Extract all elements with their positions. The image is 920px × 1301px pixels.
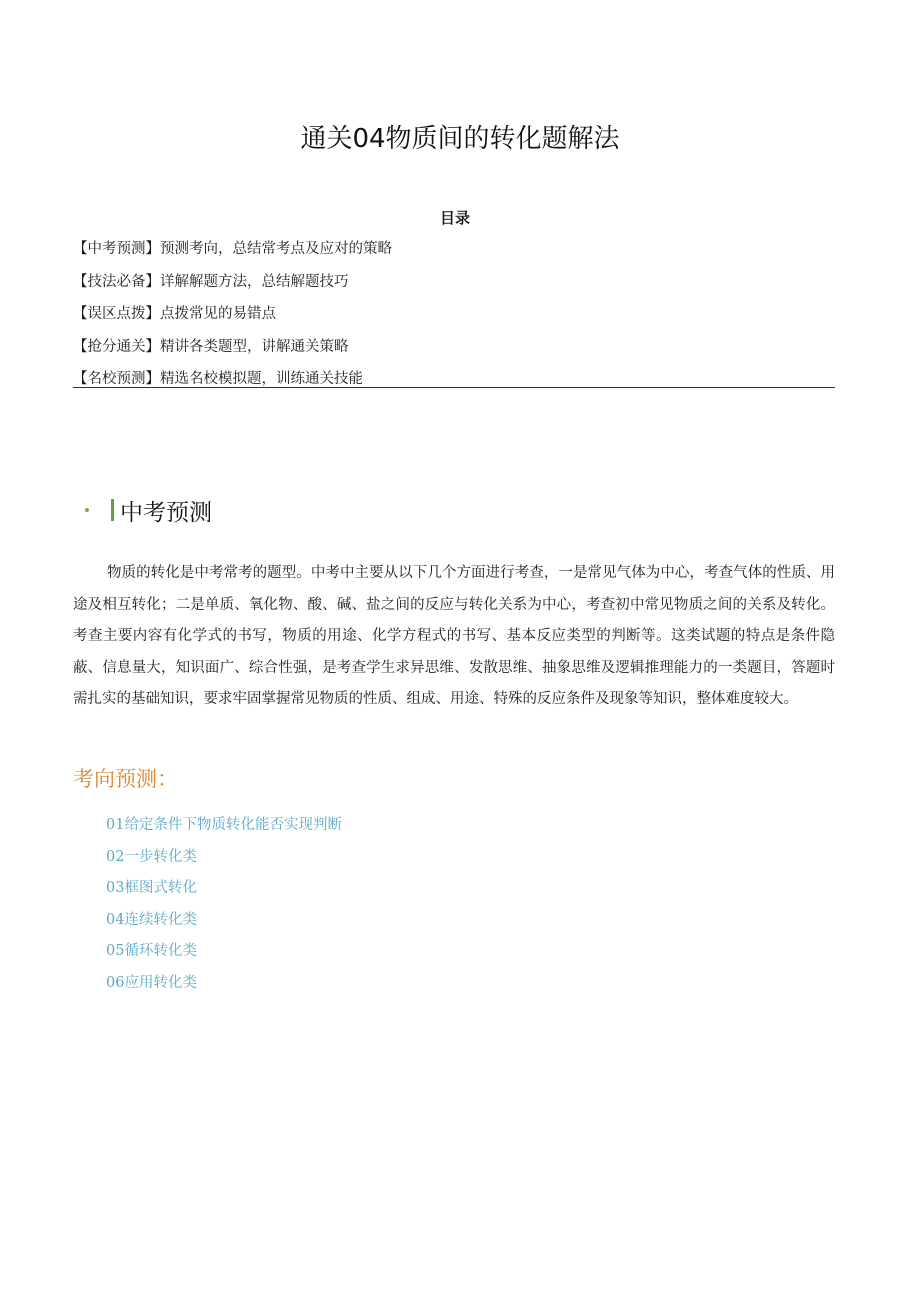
topic-link[interactable]: 03框图式转化 xyxy=(106,880,197,896)
topic-link[interactable]: 02一步转化类 xyxy=(106,848,197,865)
section-heading xyxy=(85,492,212,528)
topic-link[interactable]: 06应用转化类 xyxy=(106,974,197,991)
toc-item-tag: 【中考预测】 xyxy=(73,241,160,257)
topic-list xyxy=(106,813,342,1002)
toc-heading: 目录 xyxy=(439,209,470,227)
toc-item-tag: 【名校预测】 xyxy=(73,371,160,387)
section-title: 中考预测 xyxy=(120,499,212,526)
table-of-contents xyxy=(73,236,835,399)
topic-link[interactable]: 04连续转化类 xyxy=(106,911,197,928)
section-bar-icon xyxy=(111,499,114,521)
toc-item-tag: 【技法必备】 xyxy=(73,273,160,290)
toc-item-tag: 【误区点拨】 xyxy=(73,306,160,322)
toc-item[interactable] xyxy=(73,334,835,367)
topic-link[interactable]: 05循环转化类 xyxy=(106,943,197,959)
toc-divider xyxy=(73,387,835,388)
toc-item[interactable] xyxy=(73,366,835,399)
toc-item-text: 精讲各类题型，讲解通关策略 xyxy=(160,338,349,355)
document-title: 通关04物质间的转化题解法 xyxy=(300,124,620,154)
toc-item-text: 详解解题方法，总结解题技巧 xyxy=(160,273,349,290)
subheading: 考向预测： xyxy=(73,767,178,791)
toc-item[interactable] xyxy=(73,269,835,302)
intro-paragraph: 物质的转化是中考常考的题型。中考中主要从以下几个方面进行考查，一是常见气体为中心，考查气体的性质、用途及相互转化；二是单质、氧化物、酸、碱、盐之间的反应与转化关系为中心，考查初中常见物质之间的关系及转化。考查主要内容有化学式的书写，物质的用途、化学方程式的书写、基本反应类型的判断等。这类试题的特点是条件隐蔽、信息量大，知识面广、综合性强，是考查学生求异思维、发散思维、抽象思维及逻辑推理能力的一类题目，答题时需扎实的基础知识，要求牢固掌握常见物质的性质、组成、用途、特殊的反应条件及现象等知识，整体难度较大。 xyxy=(73,565,835,707)
toc-item[interactable] xyxy=(73,236,835,269)
toc-item-text: 点拨常见的易错点 xyxy=(160,306,276,322)
toc-item-text: 精选名校模拟题，训练通关技能 xyxy=(160,371,363,387)
toc-item-tag: 【抢分通关】 xyxy=(73,338,160,355)
toc-item[interactable] xyxy=(73,301,835,334)
bullet-dot-icon xyxy=(85,508,89,512)
topic-link[interactable]: 01给定条件下物质转化能否实现判断 xyxy=(106,817,342,833)
toc-item-text: 预测考向，总结常考点及应对的策略 xyxy=(160,241,392,257)
